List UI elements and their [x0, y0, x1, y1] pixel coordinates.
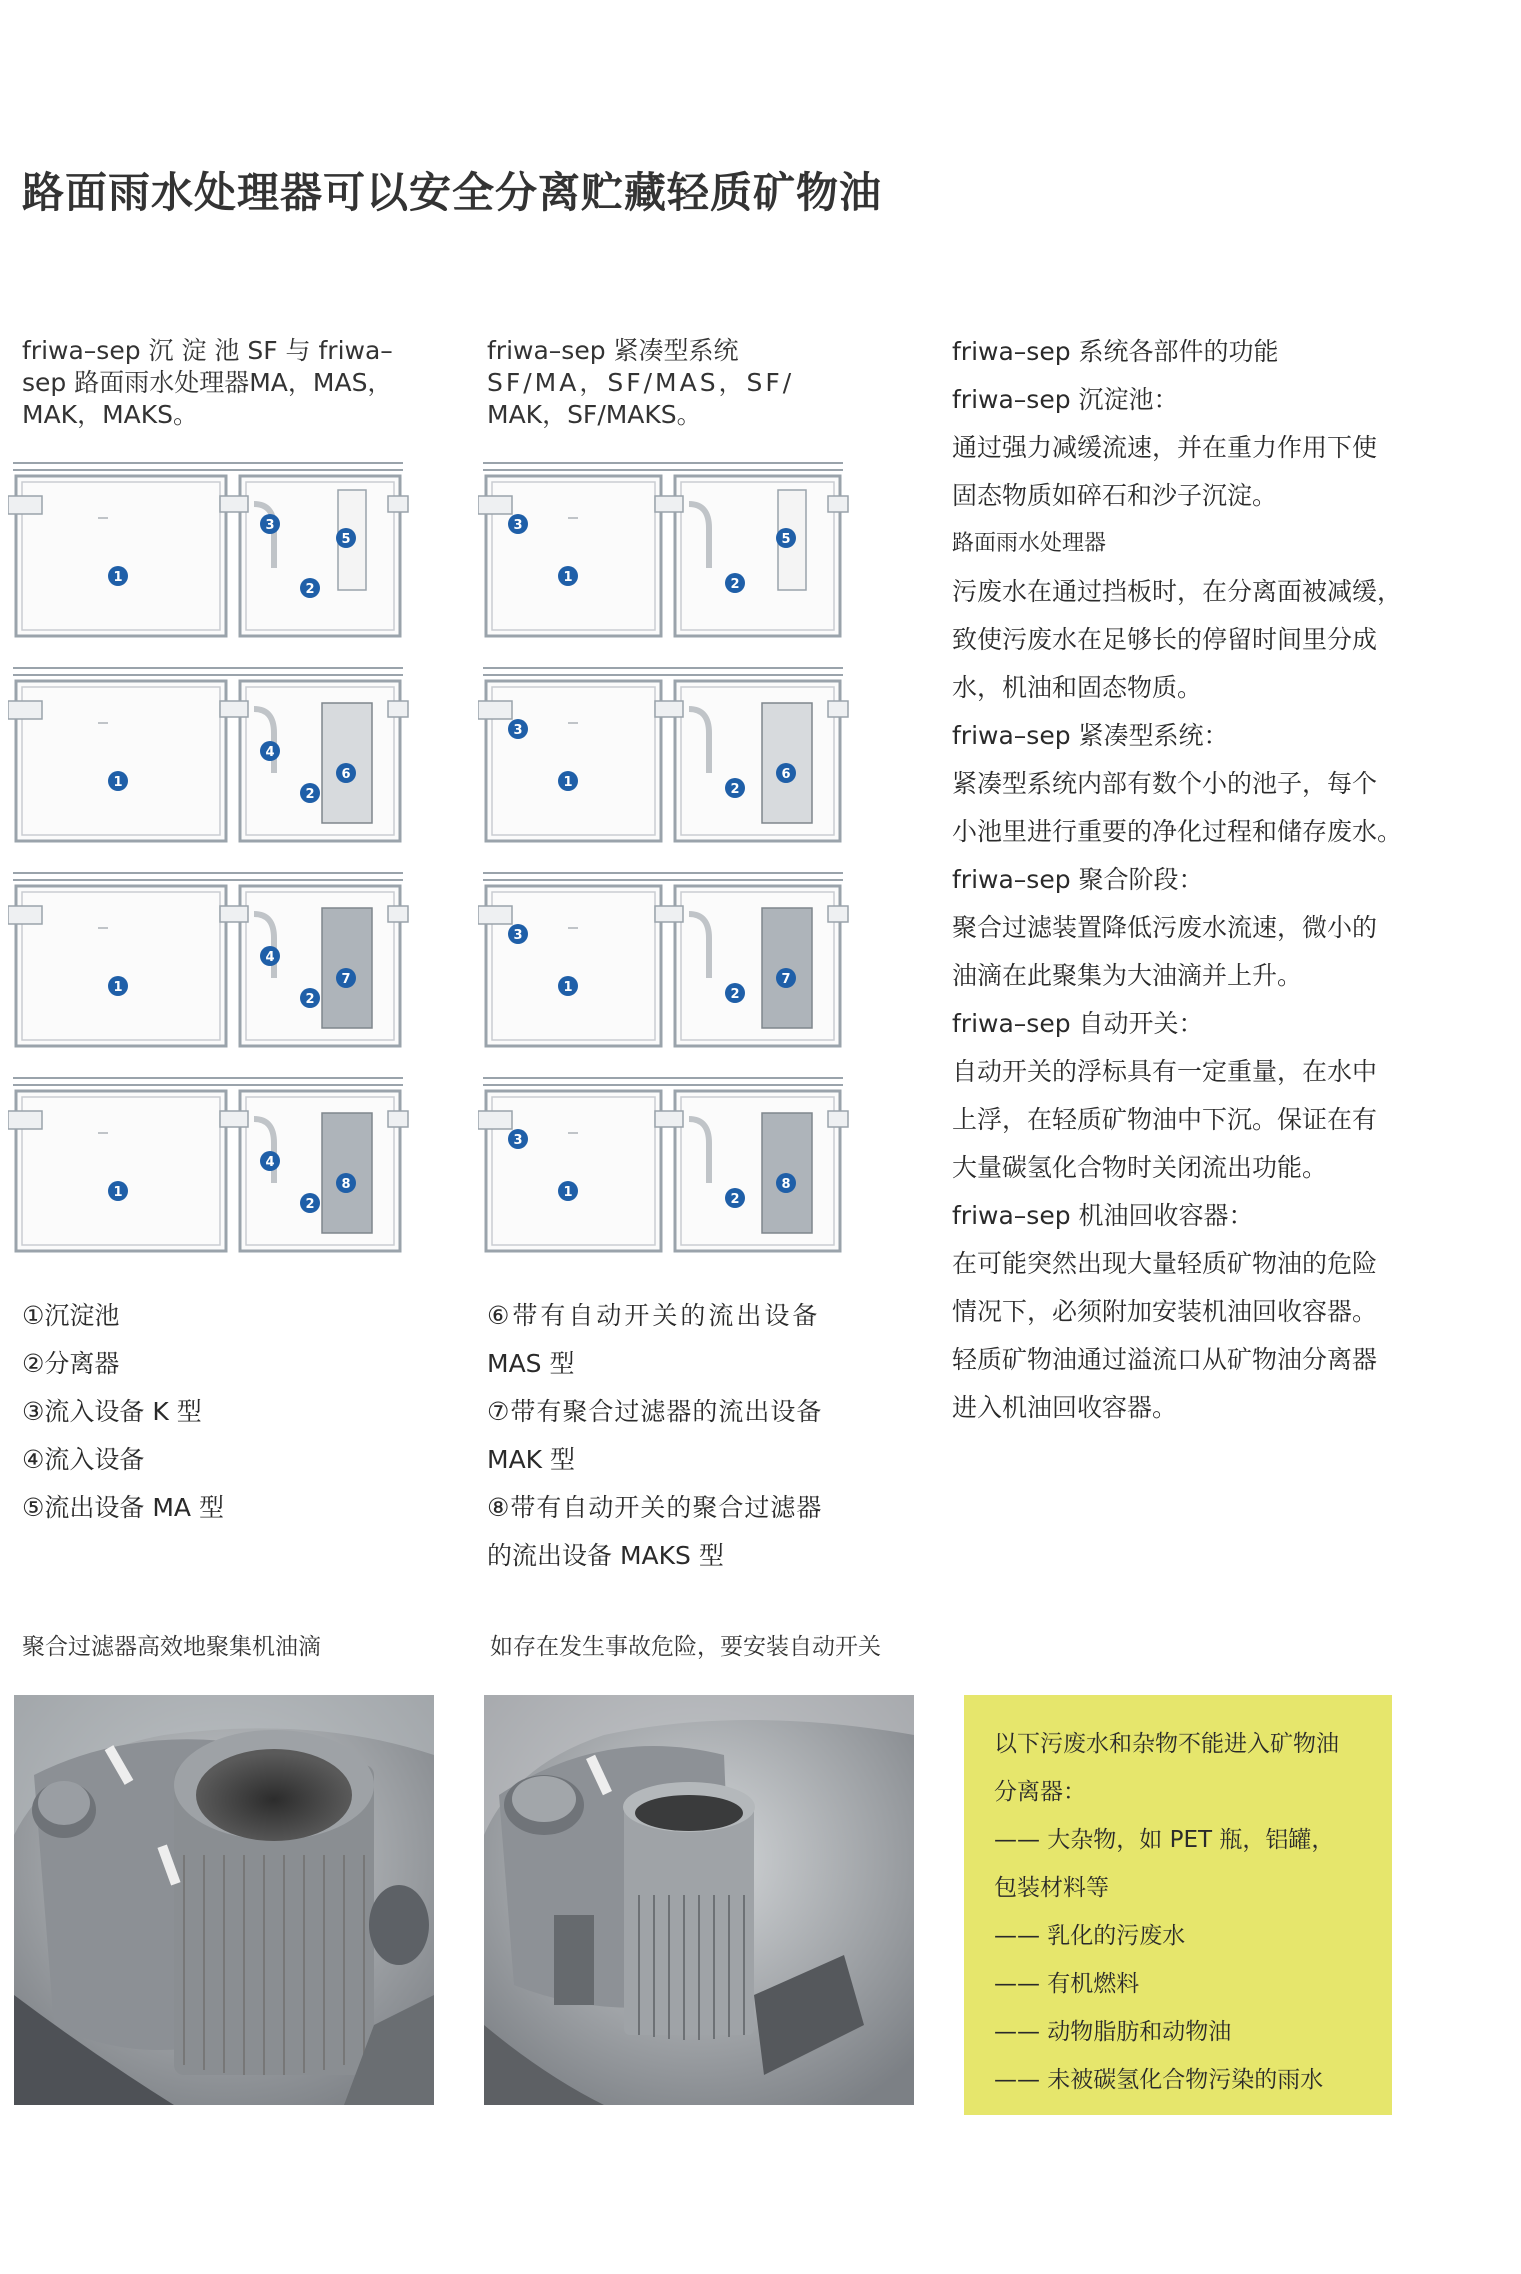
- diagram-badge-label: 1: [563, 570, 573, 585]
- notice-line: 以下污废水和杂物不能进入矿物油: [994, 1731, 1339, 1757]
- legend-right: [487, 1292, 822, 1580]
- notice-line: —— 有机燃料: [994, 1971, 1140, 1997]
- diagram-badge-label: 1: [113, 775, 123, 790]
- diagram-badge-label: 2: [730, 1192, 740, 1207]
- legend-item: ⑤流出设备 MA 型: [22, 1493, 224, 1522]
- col2-caption: [487, 335, 847, 431]
- diagram-badge-label: 5: [341, 532, 351, 547]
- diagram-badge-label: 5: [781, 532, 791, 547]
- legend-left: [22, 1292, 224, 1532]
- notice-line: —— 乳化的污废水: [994, 1923, 1186, 1949]
- tank-diagram: [8, 463, 408, 636]
- notice-line: —— 动物脂肪和动物油: [994, 2019, 1232, 2045]
- description-line: 小池里进行重要的净化过程和储存废水。: [952, 817, 1403, 846]
- description-line: 聚合过滤装置降低污废水流速，微小的: [952, 913, 1378, 942]
- diagram-badge-label: 7: [781, 972, 791, 987]
- diagram-badge-label: 4: [265, 1155, 275, 1170]
- col1-caption: [22, 335, 412, 431]
- notice-line: 分离器：: [994, 1779, 1086, 1805]
- legend-item: ③流入设备 K 型: [22, 1397, 202, 1426]
- diagram-badge-label: 1: [563, 1185, 573, 1200]
- photo-caption-coalescing: 聚合过滤器高效地聚集机油滴: [22, 1634, 321, 1660]
- diagram-badge-label: 4: [265, 950, 275, 965]
- tank-diagram: [8, 1078, 408, 1251]
- caption-line: friwa–sep 沉 淀 池 SF 与 friwa–: [22, 336, 393, 365]
- legend-item: ①沉淀池: [22, 1301, 120, 1330]
- caption-line: MAK，MAKS。: [22, 400, 199, 429]
- auto-switch-photo: [484, 1695, 914, 2105]
- function-description: [952, 328, 1472, 1432]
- diagram-badge-label: 2: [305, 582, 315, 597]
- diagram-badge-label: 6: [781, 767, 791, 782]
- description-line: 紧凑型系统内部有数个小的池子，每个: [952, 769, 1378, 798]
- description-line: 情况下，必须附加安装机油回收容器。: [952, 1297, 1378, 1326]
- legend-item: ⑧带有自动开关的聚合过滤器: [487, 1493, 823, 1522]
- caption-line: SF/MA，SF/MAS，SF/: [487, 368, 795, 397]
- legend-item: 的流出设备 MAKS 型: [487, 1541, 724, 1570]
- tank-diagram: [8, 668, 408, 841]
- diagram-badge-label: 3: [513, 928, 523, 943]
- description-line: 通过强力减缓流速，并在重力作用下使: [952, 433, 1378, 462]
- tank-diagram: [478, 1078, 848, 1251]
- tank-diagram: [8, 873, 408, 1046]
- legend-item: ④流入设备: [22, 1445, 145, 1474]
- legend-item: ⑦带有聚合过滤器的流出设备: [487, 1397, 823, 1426]
- description-line: 路面雨水处理器: [952, 531, 1107, 556]
- description-line: friwa–sep 紧凑型系统：: [952, 721, 1229, 750]
- diagram-badge-label: 8: [341, 1177, 351, 1192]
- diagram-stack-right: [478, 458, 858, 1258]
- description-line: 水，机油和固态物质。: [952, 673, 1203, 702]
- caption-line: sep 路面雨水处理器MA，MAS，: [22, 368, 393, 397]
- description-line: friwa–sep 系统各部件的功能: [952, 337, 1279, 366]
- diagram-badge-label: 1: [113, 570, 123, 585]
- caption-line: friwa–sep 紧凑型系统: [487, 336, 739, 365]
- legend-item: ⑥带有自动开关的流出设备: [487, 1301, 821, 1330]
- diagram-badge-label: 3: [513, 1133, 523, 1148]
- diagram-badge-label: 3: [265, 518, 275, 533]
- prohibited-items-notice: [964, 1695, 1392, 2115]
- description-line: 固态物质如碎石和沙子沉淀。: [952, 481, 1278, 510]
- tank-diagram: [478, 463, 848, 636]
- diagram-badge-label: 1: [563, 775, 573, 790]
- description-line: friwa–sep 沉淀池：: [952, 385, 1179, 414]
- diagram-badge-label: 1: [113, 980, 123, 995]
- page-title: 路面雨水处理器可以安全分离贮藏轻质矿物油: [22, 168, 883, 217]
- notice-line: 包装材料等: [994, 1875, 1109, 1901]
- description-line: friwa–sep 机油回收容器：: [952, 1201, 1254, 1230]
- diagram-badge-label: 8: [781, 1177, 791, 1192]
- diagram-badge-label: 1: [113, 1185, 123, 1200]
- legend-item: MAS 型: [487, 1349, 575, 1378]
- diagram-badge-label: 2: [730, 577, 740, 592]
- legend-item: ②分离器: [22, 1349, 120, 1378]
- diagram-badge-label: 1: [563, 980, 573, 995]
- tank-diagram: [478, 668, 848, 841]
- photo-caption-auto-switch: 如存在发生事故危险，要安装自动开关: [490, 1634, 881, 1660]
- diagram-badge-label: 4: [265, 745, 275, 760]
- description-line: 大量碳氢化合物时关闭流出功能。: [952, 1153, 1328, 1182]
- description-line: 自动开关的浮标具有一定重量，在水中: [952, 1057, 1378, 1086]
- diagram-badge-label: 6: [341, 767, 351, 782]
- diagram-badge-label: 3: [513, 518, 523, 533]
- diagram-badge-label: 2: [305, 1197, 315, 1212]
- legend-item: MAK 型: [487, 1445, 576, 1474]
- diagram-badge-label: 2: [305, 787, 315, 802]
- description-line: 轻质矿物油通过溢流口从矿物油分离器: [952, 1345, 1378, 1374]
- notice-line: —— 未被碳氢化合物污染的雨水: [994, 2067, 1324, 2093]
- diagram-badge-label: 2: [730, 987, 740, 1002]
- diagram-stack-left: [8, 458, 418, 1258]
- diagram-badge-label: 3: [513, 723, 523, 738]
- description-line: 在可能突然出现大量轻质矿物油的危险: [952, 1249, 1378, 1278]
- tank-diagram: [478, 873, 848, 1046]
- description-line: friwa–sep 自动开关：: [952, 1009, 1204, 1038]
- description-line: 致使污废水在足够长的停留时间里分成: [952, 625, 1378, 654]
- diagram-badge-label: 2: [730, 782, 740, 797]
- description-line: 油滴在此聚集为大油滴并上升。: [952, 961, 1303, 990]
- diagram-badge-label: 2: [305, 992, 315, 1007]
- notice-line: —— 大杂物，如 PET 瓶，铝罐，: [994, 1827, 1335, 1853]
- diagram-badge-label: 7: [341, 972, 351, 987]
- description-line: friwa–sep 聚合阶段：: [952, 865, 1204, 894]
- description-line: 上浮，在轻质矿物油中下沉。保证在有: [952, 1105, 1378, 1134]
- coalescing-filter-photo: [14, 1695, 434, 2105]
- description-line: 进入机油回收容器。: [952, 1393, 1178, 1422]
- caption-line: MAK，SF/MAKS。: [487, 400, 702, 429]
- description-line: 污废水在通过挡板时，在分离面被减缓，: [952, 577, 1403, 606]
